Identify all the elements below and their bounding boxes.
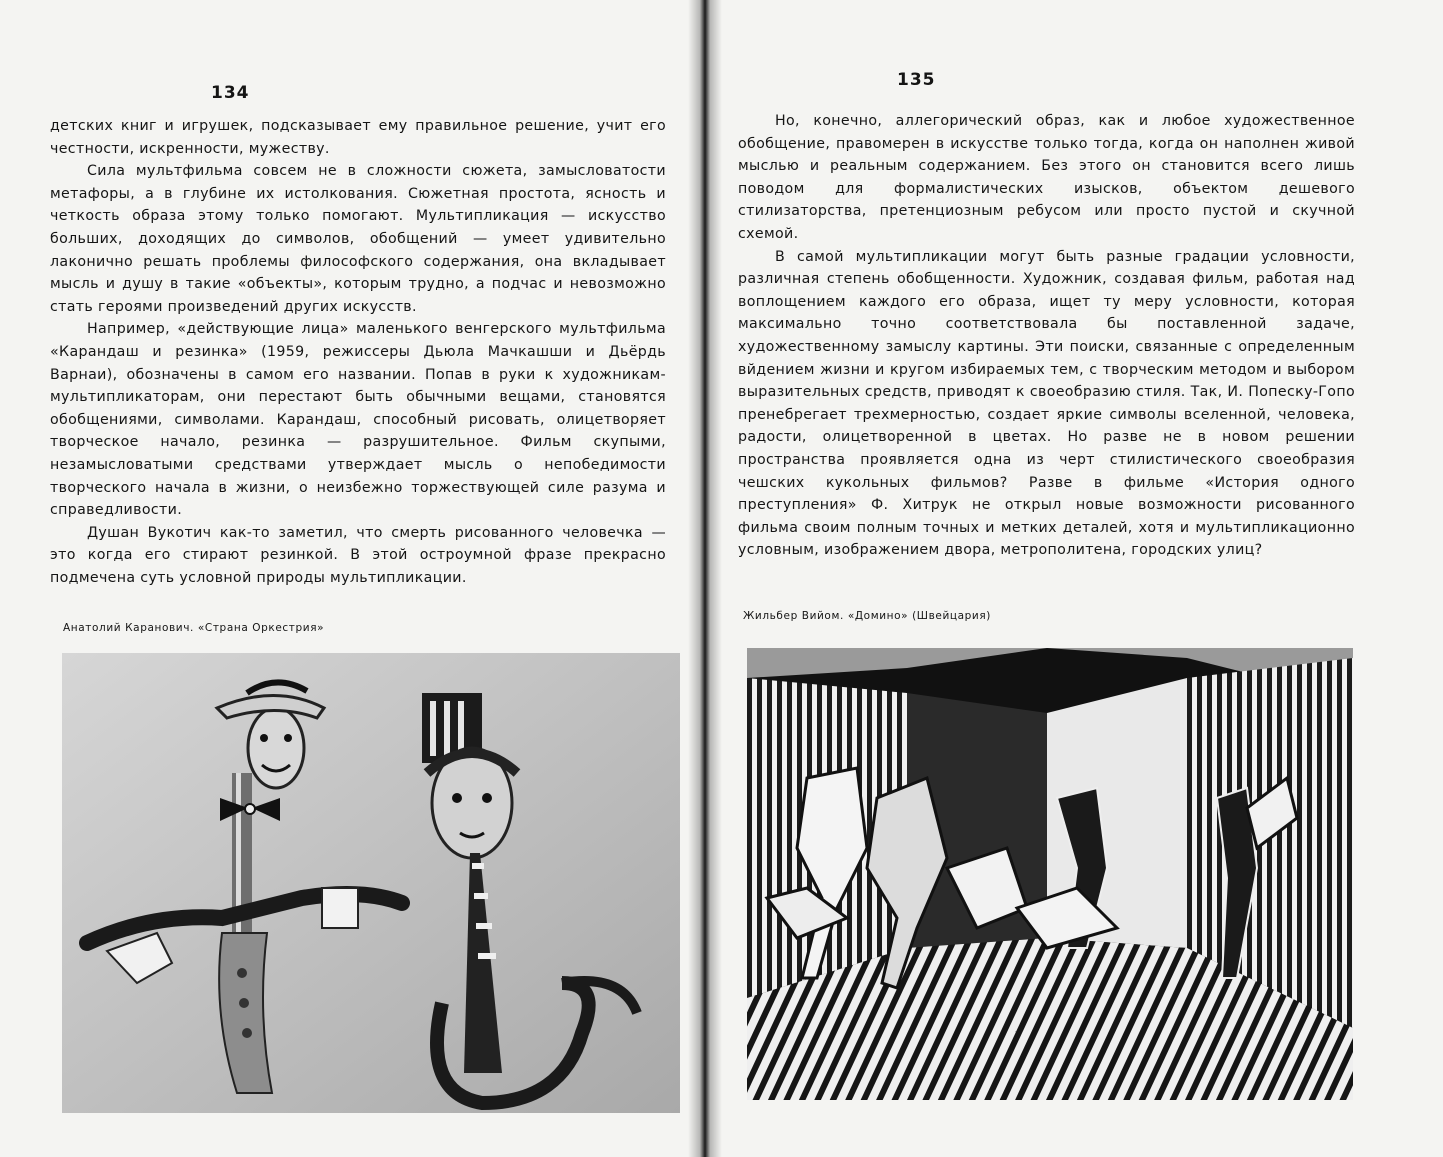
paragraph-2: В самой мультипликации могут быть разные градации условности, различная степень обобщенности. Художник, создавая фильм, работая над воплощением каждого его образа, ищет ту меру условности, которая максимально точно соответствовала бы поставленной задаче, художественному замыслу картины. Эти поиски, связанные с определенным вйдением жизни и кругом избираемых тем, с творческим методом и выбором выразительных средств, приводят к своеобразию стиля. Так, И. Попеску-Гопо пренебрегает трехмерностью, создает яркие символы вселенной, человека, радости, олицетворенной в цветах. Но разве не в новом решении пространства проявляется одна из черт стилистического своеобразия чешских кукольных фильмов? Разве в фильме «История одного преступления» Ф. Хитрук не открыл новые возможности рисованного фильма своим полным точных и метких деталей, хотя и мультипликационно условным, изображением двора, метрополитена, городских улиц? [738, 248, 1355, 559]
right-page-text [738, 110, 1355, 562]
book-spine [688, 0, 722, 1157]
paragraph-1: детских книг и игрушек, подсказывает ему правильное решение, учит его честности, искренности, мужеству. [50, 118, 666, 157]
right-page [705, 0, 1443, 1157]
puppet-illustration [62, 653, 680, 1113]
page-number-135: 135 [897, 70, 936, 90]
left-page [0, 0, 705, 1157]
figure-caption: Жильбер Вийом. «Домино» (Швейцария) [743, 610, 991, 622]
paragraph-4: Душан Вукотич как-то заметил, что смерть рисованного человечка — это когда его стирают резинкой. В этой остроумной фразе прекрасно подмечена суть условной природы мультипликации. [50, 524, 666, 586]
domino-photo [747, 648, 1353, 1100]
paragraph-3: Например, «действующие лица» маленького венгерского мультфильма «Карандаш и резинка» (1959, режиссеры Дьюла Мачкашши и Дьёрдь Варнаи), обозначены в самом его названии. Попав в руки к художникам-мультипликаторам, они перестают быть обычными вещами, становятся обобщениями, символами. Карандаш, способный рисовать, олицетворяет творческое начало, резинка — разрушительное. Фильм скупыми, незамысловатыми средствами утверждает мысль о непобедимости творческого начала в жизни, о неизбежно торжествующей силе разума и справедливости. [50, 321, 666, 519]
page-number-134: 134 [211, 83, 250, 103]
paragraph-2: Сила мультфильма совсем не в сложности сюжета, замысловатости метафоры, а в глубине их истолкования. Сюжетная простота, ясность и четкость образа этому только помогают. Мультипликация — искусство больших, доходящих до символов, обобщений — умеет удивительно лаконично решать проблемы философского содержания, она вкладывает мысль и душу в такие «объекты», которым трудно, а подчас и невозможно стать героями произведений других искусств. [50, 163, 666, 315]
puppet-photo [62, 653, 680, 1113]
figure-caption: Анатолий Каранович. «Страна Оркестрия» [63, 622, 325, 634]
domino-illustration [747, 648, 1353, 1100]
left-page-text [50, 115, 666, 589]
paragraph-1: Но, конечно, аллегорический образ, как и любое художественное обобщение, правомерен в искусстве только тогда, когда он наполнен живой мыслью и реальным содержанием. Без этого он становится всего лишь поводом для формалистических изысков, объектом дешевого стилизаторства, претенциозным ребусом или просто пустой и скучной схемой. [738, 113, 1355, 242]
